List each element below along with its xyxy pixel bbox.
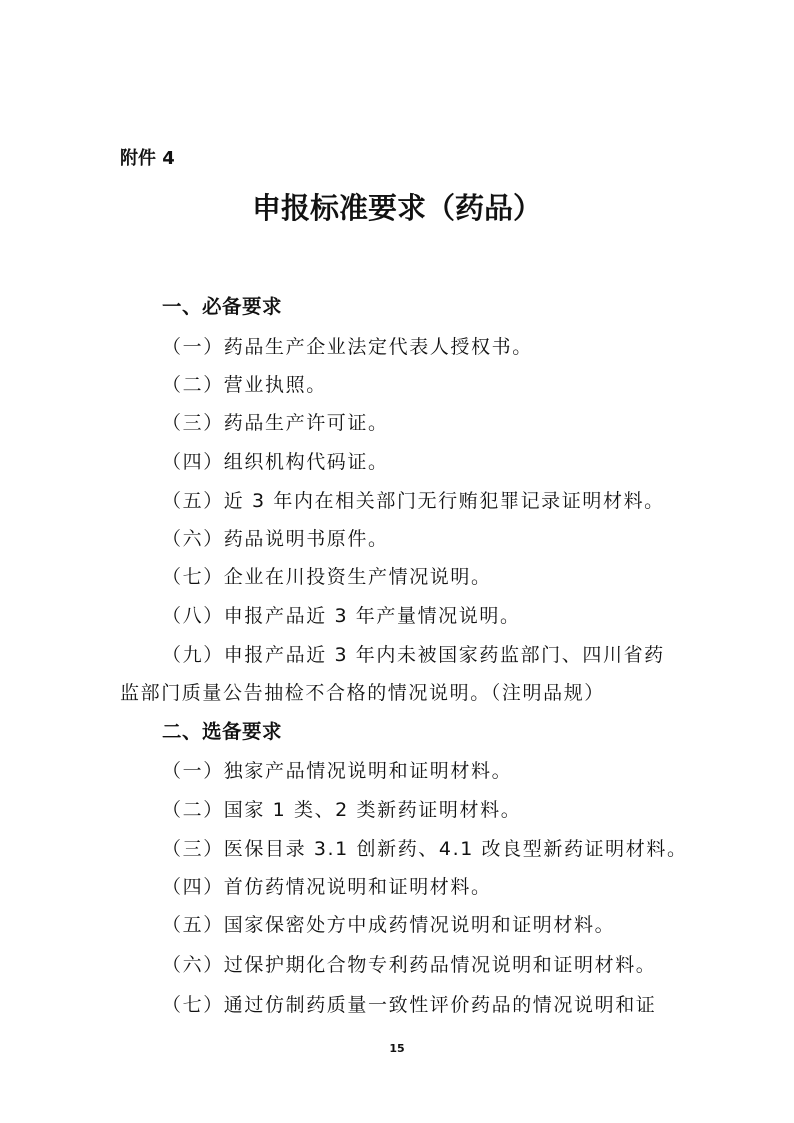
optional-item-5: （五）国家保密处方中成药情况说明和证明材料。	[162, 914, 616, 936]
optional-item-6: （六）过保护期化合物专利药品情况说明和证明材料。	[162, 954, 657, 976]
required-item-7: （七）企业在川投资生产情况说明。	[162, 566, 492, 588]
document-title: 申报标准要求（药品）	[251, 191, 542, 225]
required-item-4: （四）组织机构代码证。	[162, 451, 389, 473]
page-number: 15	[389, 1042, 405, 1055]
optional-item-7: （七）通过仿制药质量一致性评价药品的情况说明和证	[162, 994, 657, 1016]
required-item-6: （六）药品说明书原件。	[162, 528, 389, 550]
required-item-1: （一）药品生产企业法定代表人授权书。	[162, 336, 533, 358]
optional-item-1: （一）独家产品情况说明和证明材料。	[162, 760, 513, 782]
required-item-9-continued: 监部门质量公告抽检不合格的情况说明。（注明品规）	[120, 682, 605, 704]
section-heading-optional: 二、选备要求	[162, 720, 283, 743]
required-item-2: （二）营业执照。	[162, 374, 327, 396]
optional-item-3: （三）医保目录 3.1 创新药、4.1 改良型新药证明材料。	[162, 838, 688, 860]
optional-item-2: （二）国家 1 类、2 类新药证明材料。	[162, 799, 522, 821]
attachment-label: 附件 4	[120, 148, 175, 169]
required-item-3: （三）药品生产许可证。	[162, 412, 389, 434]
required-item-8: （八）申报产品近 3 年产量情况说明。	[162, 605, 521, 627]
required-item-5: （五）近 3 年内在相关部门无行贿犯罪记录证明材料。	[162, 490, 665, 512]
section-heading-required: 一、必备要求	[162, 295, 283, 318]
required-item-9: （九）申报产品近 3 年内未被国家药监部门、四川省药	[162, 644, 665, 666]
optional-item-4: （四）首仿药情况说明和证明材料。	[162, 876, 492, 898]
